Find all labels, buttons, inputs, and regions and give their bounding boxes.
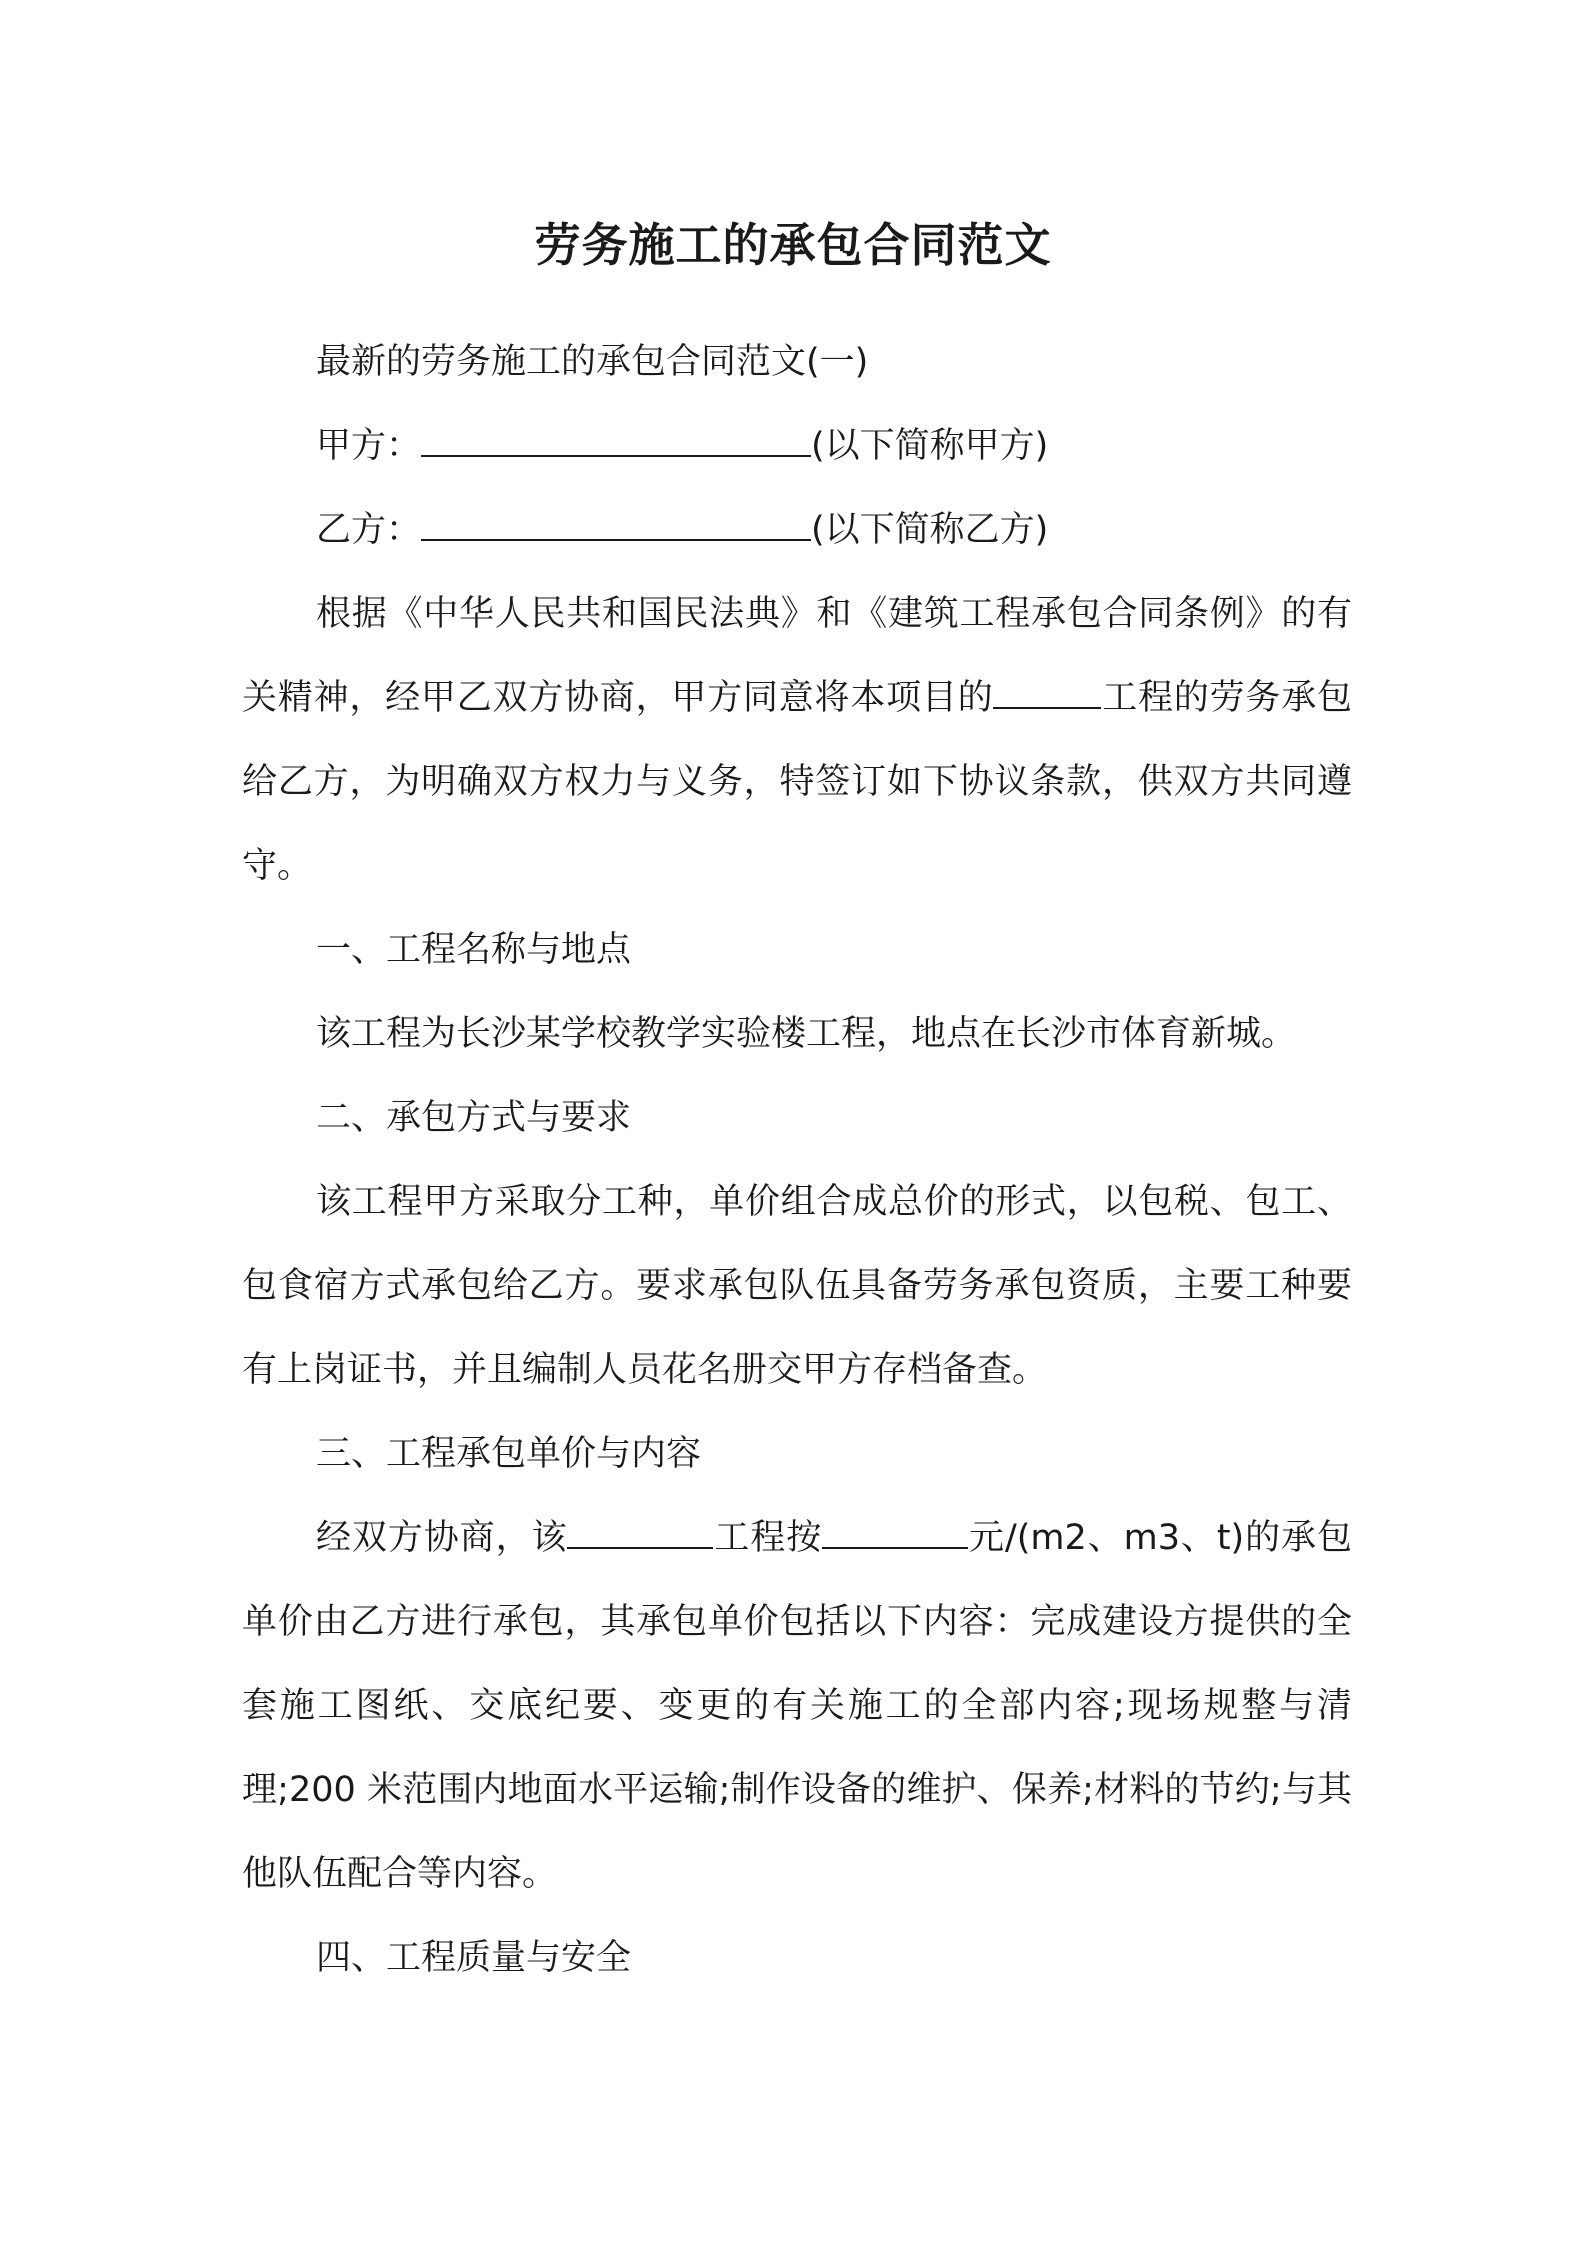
document-title: 劳务施工的承包合同范文 xyxy=(534,218,1052,272)
unit-price-blank xyxy=(822,1519,968,1549)
party-a-label: 甲方： xyxy=(316,426,422,466)
document-subtitle: 最新的劳务施工的承包合同范文(一) xyxy=(316,342,869,382)
intro-paragraph xyxy=(242,572,1352,908)
project-name-blank xyxy=(993,679,1101,709)
intro-text-part2: 工程的劳务承包给乙方，为明确双方权力与义务，特签订如下协议条款，供双方共同遵守。 xyxy=(242,678,1352,886)
section-heading-3: 三、工程承包单价与内容 xyxy=(316,1434,702,1474)
party-b-blank xyxy=(421,511,811,541)
section-heading-4: 四、工程质量与安全 xyxy=(316,1938,632,1978)
party-b-suffix: (以下简称乙方) xyxy=(811,510,1049,550)
document-body xyxy=(242,320,1352,2000)
section-3-text-part3: 元/(m2、m3、t)的承包单价由乙方进行承包，其承包单价包括以下内容：完成建设方提供的全套施工图纸、交底纪要、变更的有关施工的全部内容;现场规整与清理;200 米范围内地面水平运输;制作设备的维护、保养;材料的节约;与其他队伍配合等内容。 xyxy=(242,1518,1352,1894)
section-text-2: 该工程甲方采取分工种，单价组合成总价的形式，以包税、包工、包食宿方式承包给乙方。要求承包队伍具备劳务承包资质，主要工种要有上岗证书，并且编制人员花名册交甲方存档备查。 xyxy=(242,1182,1352,1390)
section-heading-2: 二、承包方式与要求 xyxy=(316,1098,632,1138)
work-type-blank xyxy=(567,1519,713,1549)
party-b-label: 乙方： xyxy=(316,510,422,550)
section-3-text-part1: 经双方协商，该 xyxy=(316,1518,568,1558)
section-text-1: 该工程为长沙某学校教学实验楼工程，地点在长沙市体育新城。 xyxy=(316,1014,1297,1054)
party-a-blank xyxy=(421,427,811,457)
section-heading-1: 一、工程名称与地点 xyxy=(316,930,632,970)
section-text-3 xyxy=(242,1496,1352,1916)
intro-text-part1: 根据《中华人民共和国民法典》和《建筑工程承包合同条例》的有关精神，经甲乙双方协商，甲方同意将本项目的 xyxy=(242,594,1352,718)
party-b-line xyxy=(242,488,1352,572)
party-a-line xyxy=(242,404,1352,488)
section-3-text-part2: 工程按 xyxy=(713,1518,823,1558)
party-a-suffix: (以下简称甲方) xyxy=(811,426,1049,466)
